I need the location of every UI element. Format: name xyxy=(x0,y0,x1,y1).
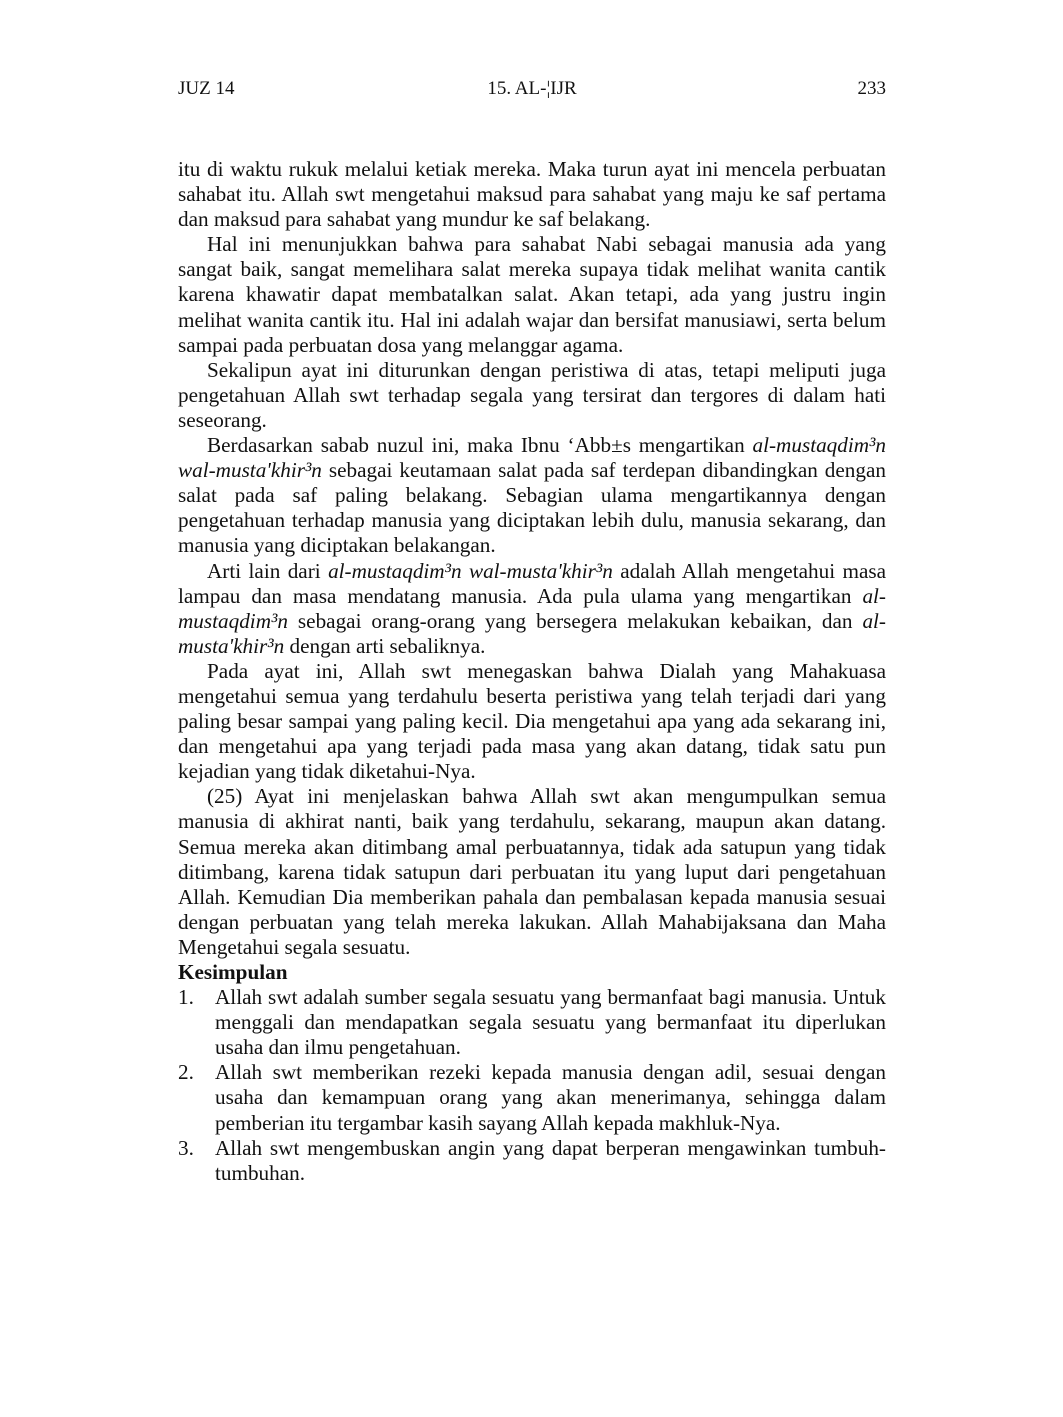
text-run: Sekalipun ayat ini diturunkan dengan peristiwa di atas, tetapi meliputi juga pengetahuan Allah swt terhadap segala yang tersirat dan tergores di dalam hati seseorang. xyxy=(178,357,886,432)
paragraph xyxy=(178,784,886,960)
list-item xyxy=(178,1060,886,1135)
text-run: sebagai keutamaan salat pada saf terdepan dibandingkan dengan salat pada saf paling belakang. Sebagian ulama mengartikannya dengan pengetahuan terhadap manusia yang diciptakan lebih dulu, manusia sekarang, dan manusia yang diciptakan belakangan. xyxy=(178,458,886,558)
paragraph xyxy=(178,232,886,357)
list-text: Allah swt mengembuskan angin yang dapat berperan mengawinkan tumbuh-tumbuhan. xyxy=(215,1135,886,1185)
list-text: Allah swt adalah sumber segala sesuatu yang bermanfaat bagi manusia. Untuk menggali dan mendapatkan segala sesuatu yang bermanfaat itu diperlukan usaha dan ilmu pengetahuan. xyxy=(215,985,886,1060)
text-run: Berdasarkan sabab nuzul ini, maka Ibnu ‘Abb±s mengartikan xyxy=(207,433,753,458)
running-header xyxy=(178,70,886,100)
text-run: Arti lain dari xyxy=(207,558,329,583)
italic-term: al-mustaqdim³n xyxy=(178,583,886,633)
document-page xyxy=(178,70,886,1186)
text-run: (25) Ayat ini menjelaskan bahwa Allah swt akan mengumpulkan semua manusia di akhirat nanti, baik yang terdahulu, sekarang, maupun akan datang. Semua mereka akan ditimbang amal perbuatannya, tidak ada satupun yang tidak ditimbang, karena tidak satupun dari perbuatan itu yang luput dari pengetahuan Allah. Kemudian Dia memberikan pahala dan pembalasan kepada manusia sesuai dengan perbuatan yang telah mereka lakukan. Allah Mahabijaksana dan Maha Mengetahui segala sesuatu. xyxy=(178,784,886,959)
italic-term: al-musta'khir³n xyxy=(178,608,886,658)
paragraph xyxy=(178,433,886,558)
text-run: adalah Allah mengetahui masa lampau dan masa mendatang manusia. Ada pula ulama yang mengartikan xyxy=(178,558,887,608)
header-surah: 15. AL-¦IJR xyxy=(487,78,577,99)
list-number: 3. xyxy=(178,1135,194,1160)
list-number: 1. xyxy=(178,985,194,1010)
page-number: 233 xyxy=(857,78,886,99)
list-item xyxy=(178,1136,886,1186)
paragraph xyxy=(178,157,886,232)
text-run: Hal ini menunjukkan bahwa para sahabat Nabi sebagai manusia ada yang sangat baik, sangat memelihara salat mereka supaya tidak melihat wanita cantik karena khawatir dapat membatalkan salat. Akan tetapi, ada yang justru ingin melihat wanita cantik itu. Hal ini adalah wajar dan bersifat manusiawi, serta belum sampai pada perbuatan dosa yang melanggar agama. xyxy=(178,232,886,357)
text-run: dengan arti sebaliknya. xyxy=(284,633,486,658)
list-number: 2. xyxy=(178,1060,194,1085)
text-run: itu di waktu rukuk melalui ketiak mereka. Maka turun ayat ini mencela perbuatan sahabat itu. Allah swt mengetahui maksud para sahabat yang maju ke saf pertama dan maksud para sahabat yang mundur ke saf belakang. xyxy=(178,157,886,232)
list-item xyxy=(178,985,886,1060)
italic-term: al-mustaqdim³n wal-musta'khir³n xyxy=(328,558,613,583)
body-text xyxy=(178,157,886,1186)
header-juz: JUZ 14 xyxy=(178,78,235,99)
italic-term: al-mustaqdim³n wal-musta'khir³n xyxy=(178,433,886,483)
paragraph xyxy=(178,559,886,659)
list-text: Allah swt memberikan rezeki kepada manusia dengan adil, sesuai dengan usaha dan kemampuan orang yang akan menerimanya, sehingga dalam pemberian itu tergambar kasih sayang Allah kepada makhluk-Nya. xyxy=(215,1060,886,1135)
conclusion-heading: Kesimpulan xyxy=(178,960,288,984)
text-run: Pada ayat ini, Allah swt menegaskan bahwa Dialah yang Mahakuasa mengetahui semua yang terdahulu beserta peristiwa yang telah terjadi dari yang paling besar sampai yang paling kecil. Dia mengetahui apa yang ada sekarang ini, dan mengetahui apa yang terjadi pada masa yang akan datang, tidak satu pun kejadian yang tidak diketahui-Nya. xyxy=(178,658,886,784)
paragraph xyxy=(178,358,886,433)
conclusion-list xyxy=(178,985,886,1186)
paragraph xyxy=(178,659,886,784)
text-run: sebagai orang-orang yang bersegera melakukan kebaikan, dan xyxy=(287,608,863,633)
